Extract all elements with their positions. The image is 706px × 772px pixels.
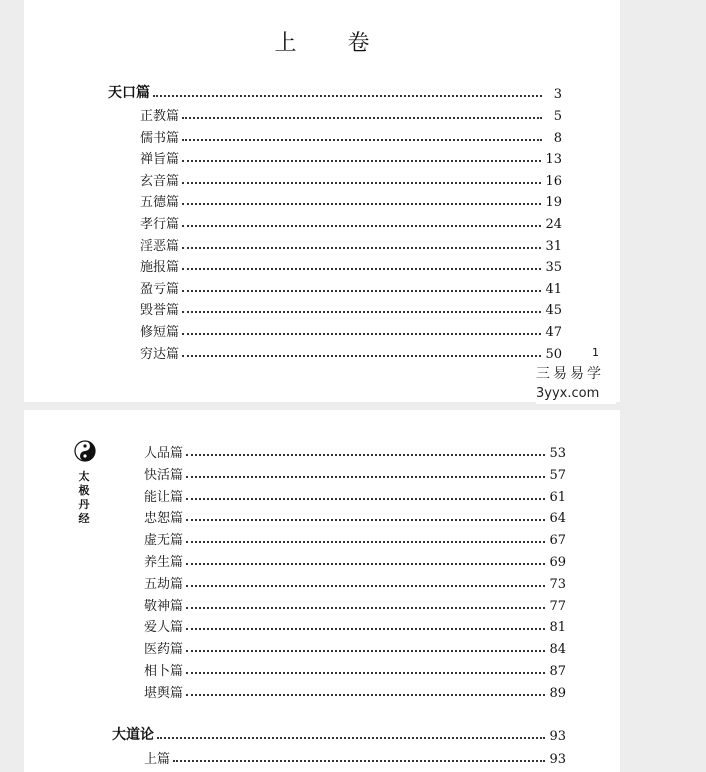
toc-entry — [144, 681, 566, 701]
toc-page-number: 45 — [545, 303, 562, 319]
toc-entry-title: 人品篇 — [144, 446, 184, 461]
leader-dots — [182, 202, 541, 205]
toc-entry-title: 禅旨篇 — [140, 152, 180, 168]
toc-page-number: 87 — [549, 664, 566, 679]
toc-page-number: 24 — [545, 217, 562, 232]
leader-dots — [182, 289, 541, 292]
leader-dots — [186, 693, 545, 696]
toc-entry-title: 虚无篇 — [144, 533, 184, 549]
toc-entry-title: 盈亏篇 — [140, 281, 180, 297]
toc-entry — [140, 169, 562, 189]
toc-entry — [144, 506, 566, 526]
book-side-title: 太 极 丹 经 — [78, 470, 90, 525]
leader-dots — [186, 562, 545, 565]
leader-dots — [186, 453, 545, 456]
toc-entry-title: 堪舆篇 — [144, 685, 184, 701]
leader-dots — [182, 354, 541, 357]
toc-page-number: 47 — [545, 325, 562, 340]
toc-page-number: 57 — [549, 467, 566, 483]
page-folio: 1 — [592, 346, 599, 359]
toc-entry-title: 养生篇 — [144, 555, 184, 570]
toc-entry-title: 毁誉篇 — [140, 303, 180, 319]
toc-entry-title: 穷达篇 — [140, 346, 180, 362]
toc-page-number: 69 — [549, 555, 566, 570]
toc-entry — [140, 147, 562, 167]
toc-entry — [144, 550, 566, 570]
site-watermark — [536, 364, 616, 404]
toc-entry — [140, 190, 562, 210]
toc-entry-title: 五德篇 — [140, 195, 180, 211]
toc-entry-title: 医药篇 — [144, 642, 184, 658]
toc-entry-title: 儒书篇 — [140, 130, 180, 146]
toc-entry — [144, 594, 566, 614]
toc-page-number: 13 — [545, 152, 562, 168]
toc-entry-title: 正教篇 — [140, 109, 180, 124]
yin-yang-icon — [74, 440, 96, 462]
toc-page-number: 16 — [545, 173, 562, 189]
leader-dots — [173, 759, 545, 762]
leader-dots — [182, 181, 541, 184]
toc-entry — [140, 126, 562, 146]
leader-dots — [186, 627, 545, 630]
toc-page-number: 3 — [553, 87, 562, 102]
toc-entry-title: 能让篇 — [144, 489, 184, 505]
toc-page-number: 77 — [549, 598, 566, 614]
toc-entry — [140, 298, 562, 318]
toc-page-number: 81 — [549, 620, 566, 636]
toc-page-number: 93 — [549, 752, 566, 767]
toc-entry — [144, 659, 566, 679]
toc-page-number: 84 — [549, 642, 566, 658]
toc-entry — [144, 615, 566, 635]
toc-page-number: 67 — [549, 533, 566, 549]
toc-page-number: 5 — [553, 109, 562, 124]
toc-page-number: 93 — [549, 729, 566, 744]
leader-dots — [182, 310, 541, 313]
toc-entry-title: 敬神篇 — [144, 598, 184, 614]
toc-entry — [140, 234, 562, 254]
leader-dots — [186, 497, 545, 500]
toc-entry — [144, 485, 566, 505]
toc-page-number: 8 — [553, 130, 562, 146]
leader-dots — [186, 671, 545, 674]
toc-page-number: 61 — [549, 489, 566, 505]
toc-section-heading — [108, 82, 562, 102]
toc-page-number: 35 — [545, 260, 562, 276]
toc-section-heading — [112, 724, 566, 744]
toc-page-number: 50 — [545, 346, 562, 362]
toc-entry — [140, 212, 562, 232]
leader-dots — [186, 649, 545, 652]
toc-page-number: 64 — [549, 511, 566, 527]
leader-dots — [182, 332, 541, 335]
toc-entry — [144, 441, 566, 461]
toc-page-number: 41 — [545, 281, 562, 297]
leader-dots — [182, 138, 542, 141]
toc-page-number: 73 — [549, 576, 566, 592]
toc-entry-title: 忠恕篇 — [144, 511, 184, 527]
watermark-cn: 三易易学 — [536, 366, 604, 382]
toc-section-title: 大道论 — [112, 727, 154, 743]
leader-dots — [186, 606, 545, 609]
toc-entry — [144, 463, 566, 483]
leader-dots — [157, 736, 545, 739]
watermark-url: 3yyx.com — [536, 386, 600, 401]
toc-entry-title: 相卜篇 — [144, 664, 184, 679]
toc-page-number: 31 — [545, 238, 562, 254]
toc-entry — [144, 528, 566, 548]
toc-page-lower — [24, 410, 620, 772]
leader-dots — [186, 518, 545, 521]
toc-page-number: 53 — [549, 446, 566, 461]
page-title: 上 卷 — [274, 31, 392, 56]
toc-entry-title: 快活篇 — [144, 467, 184, 483]
toc-entry-title: 玄音篇 — [140, 173, 180, 189]
toc-entry-title: 修短篇 — [140, 325, 180, 340]
leader-dots — [182, 246, 541, 249]
leader-dots — [182, 224, 541, 227]
toc-page-number: 19 — [545, 195, 562, 211]
toc-page-number: 89 — [549, 685, 566, 701]
leader-dots — [186, 540, 545, 543]
toc-entry — [140, 104, 562, 124]
toc-entry — [140, 255, 562, 275]
toc-entry — [144, 747, 566, 767]
leader-dots — [186, 475, 545, 478]
toc-entry-title: 淫恶篇 — [140, 238, 180, 254]
leader-dots — [182, 267, 541, 270]
toc-entry-title: 孝行篇 — [140, 217, 180, 232]
toc-entry-title: 爱人篇 — [144, 620, 184, 636]
toc-entry — [140, 277, 562, 297]
toc-page-upper — [24, 0, 620, 402]
toc-entry — [144, 637, 566, 657]
toc-entry — [140, 320, 562, 340]
leader-dots — [186, 584, 545, 587]
leader-dots — [182, 159, 541, 162]
toc-entry — [140, 342, 562, 362]
toc-section-title: 天口篇 — [108, 85, 150, 101]
toc-entry-title: 施报篇 — [140, 260, 180, 276]
leader-dots — [153, 94, 542, 97]
toc-entry-title: 五劫篇 — [144, 576, 184, 592]
toc-entry-title: 上篇 — [144, 752, 171, 767]
leader-dots — [182, 116, 542, 119]
toc-entry — [144, 572, 566, 592]
